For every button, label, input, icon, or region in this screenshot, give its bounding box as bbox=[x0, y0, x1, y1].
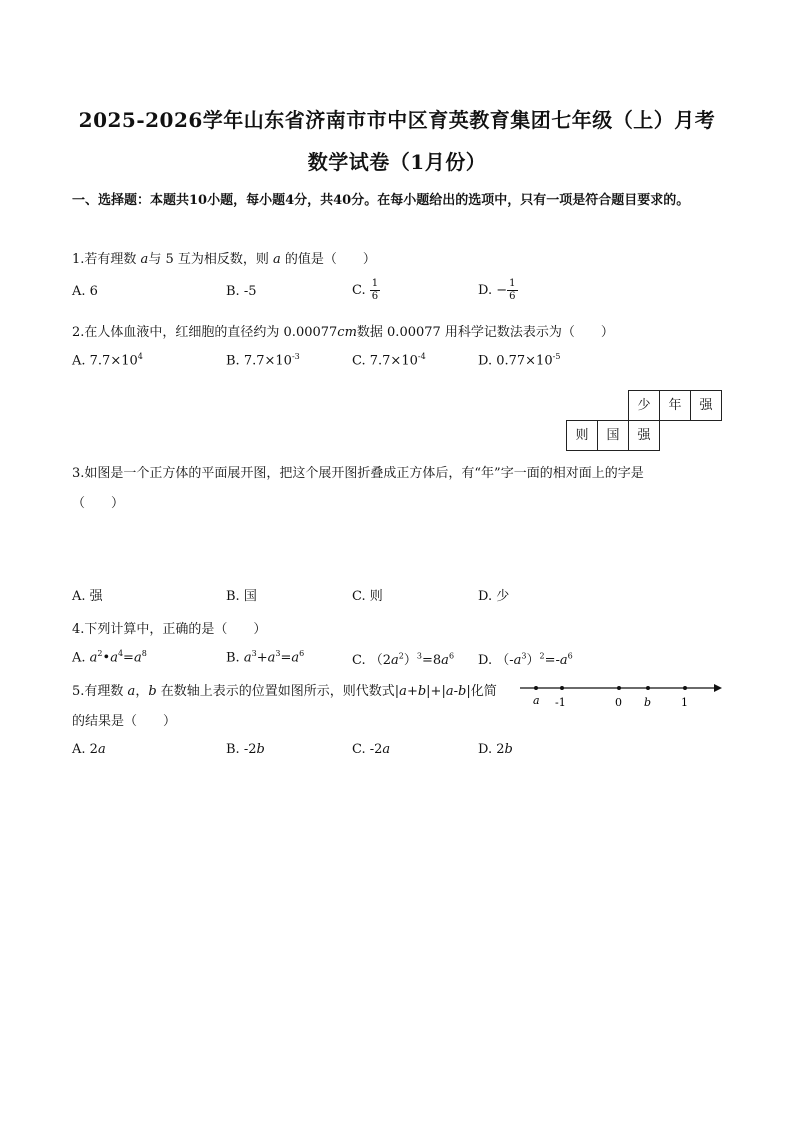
q4-option-a: A. $a^2•a^4=a^8$ bbox=[72, 649, 147, 666]
q4-option-d: D. $(-a^3)^2=-a^6$ bbox=[478, 651, 573, 668]
q2-text-pre: 2.在人体血液中，红细胞的直径约为 0.00077 bbox=[72, 325, 338, 340]
net-cell: 少 bbox=[628, 390, 660, 421]
q3-option-b: B. 国 bbox=[226, 589, 257, 604]
question-3-bracket: （ ） bbox=[72, 496, 125, 511]
q5-option-c: C. -2a bbox=[352, 742, 391, 757]
question-1 bbox=[72, 248, 376, 267]
arrow-right-icon bbox=[714, 684, 722, 692]
q2-option-b: B. $7.7\times 10^{-3}$ bbox=[226, 352, 300, 369]
net-cell: 强 bbox=[628, 420, 660, 451]
number-line bbox=[518, 676, 724, 710]
label-b: b bbox=[644, 696, 652, 709]
q1-text-post: 的值是（ ） bbox=[280, 252, 376, 267]
q5-option-a: A. 2a bbox=[72, 742, 106, 757]
label-0: 0 bbox=[615, 696, 622, 709]
q1-text-mid: 与 5 互为相反数，则 bbox=[148, 252, 273, 267]
fraction: $\frac{1}{6}$ bbox=[509, 278, 516, 302]
exam-title-line1: 2025-2026学年山东省济南市市中区育英教育集团七年级（上）月考 bbox=[78, 108, 716, 132]
question-2 bbox=[72, 321, 614, 340]
q4-option-b: B. $a^3+a^3=a^6$ bbox=[226, 649, 305, 666]
label-1: 1 bbox=[681, 696, 688, 709]
question-3: 3.如图是一个正方体的平面展开图，把这个展开图折叠成正方体后，有“年”字一面的相对面上的字是 bbox=[72, 466, 644, 481]
q4-options bbox=[72, 649, 632, 671]
q5-option-d: D. 2b bbox=[478, 742, 513, 757]
q5-options bbox=[72, 742, 632, 764]
q1-option-a: A. 6 bbox=[72, 284, 98, 299]
question-4: 4.下列计算中，正确的是（ ） bbox=[72, 622, 267, 637]
point-1 bbox=[683, 686, 687, 690]
q2-option-a: A. $7.7\times 10^4$ bbox=[72, 352, 143, 369]
cube-net-figure bbox=[566, 390, 720, 452]
q2-text-post: 数据 0.00077 用科学记数法表示为（ ） bbox=[356, 325, 614, 340]
question-5-line2: 的结果是（ ） bbox=[72, 714, 177, 729]
q1-options bbox=[72, 278, 632, 306]
q3-option-a: A. 强 bbox=[72, 589, 103, 604]
q3-options bbox=[72, 585, 632, 607]
q1-text-pre: 1.若有理数 bbox=[72, 252, 141, 267]
q2-options bbox=[72, 352, 632, 374]
fraction: $\frac{1}{6}$ bbox=[371, 278, 379, 302]
q4-option-c: C. $(2a^2)^3=8a^6$ bbox=[352, 651, 455, 668]
label-a: a bbox=[533, 694, 540, 707]
net-cell: 年 bbox=[659, 390, 691, 421]
point-minus-1 bbox=[560, 686, 564, 690]
q1-var: a bbox=[140, 252, 149, 267]
net-cell: 强 bbox=[690, 390, 722, 421]
net-cell: 国 bbox=[597, 420, 629, 451]
q1-option-c: C. $\frac{1}{6}$ bbox=[352, 278, 379, 302]
exam-title-line2: 数学试卷（1月份） bbox=[307, 150, 487, 174]
question-5: 5.有理数 a，b 在数轴上表示的位置如图所示，则代数式|a+b|+|a-b|化简 bbox=[72, 684, 497, 699]
q1-option-b: B. -5 bbox=[226, 284, 257, 299]
point-b bbox=[646, 686, 650, 690]
q2-option-d: D. $0.77\times 10^{-5}$ bbox=[478, 352, 561, 369]
net-cell: 则 bbox=[566, 420, 598, 451]
q2-option-c: C. $7.7\times 10^{-4}$ bbox=[352, 352, 426, 369]
point-0 bbox=[617, 686, 621, 690]
q1-option-d: D. − $\frac{1}{6}$ bbox=[478, 278, 516, 302]
q5-option-b: B. -2b bbox=[226, 742, 265, 757]
point-a bbox=[534, 686, 538, 690]
section-heading: 一、选择题：本题共10小题，每小题4分，共40分。在每小题给出的选项中，只有一项是符合题目要求的。 bbox=[72, 193, 690, 208]
q1-var: a bbox=[272, 252, 281, 267]
label-minus-1: -1 bbox=[555, 696, 566, 709]
q3-option-d: D. 少 bbox=[478, 589, 510, 604]
q3-option-c: C. 则 bbox=[352, 589, 383, 604]
q2-unit: cm bbox=[337, 325, 357, 340]
